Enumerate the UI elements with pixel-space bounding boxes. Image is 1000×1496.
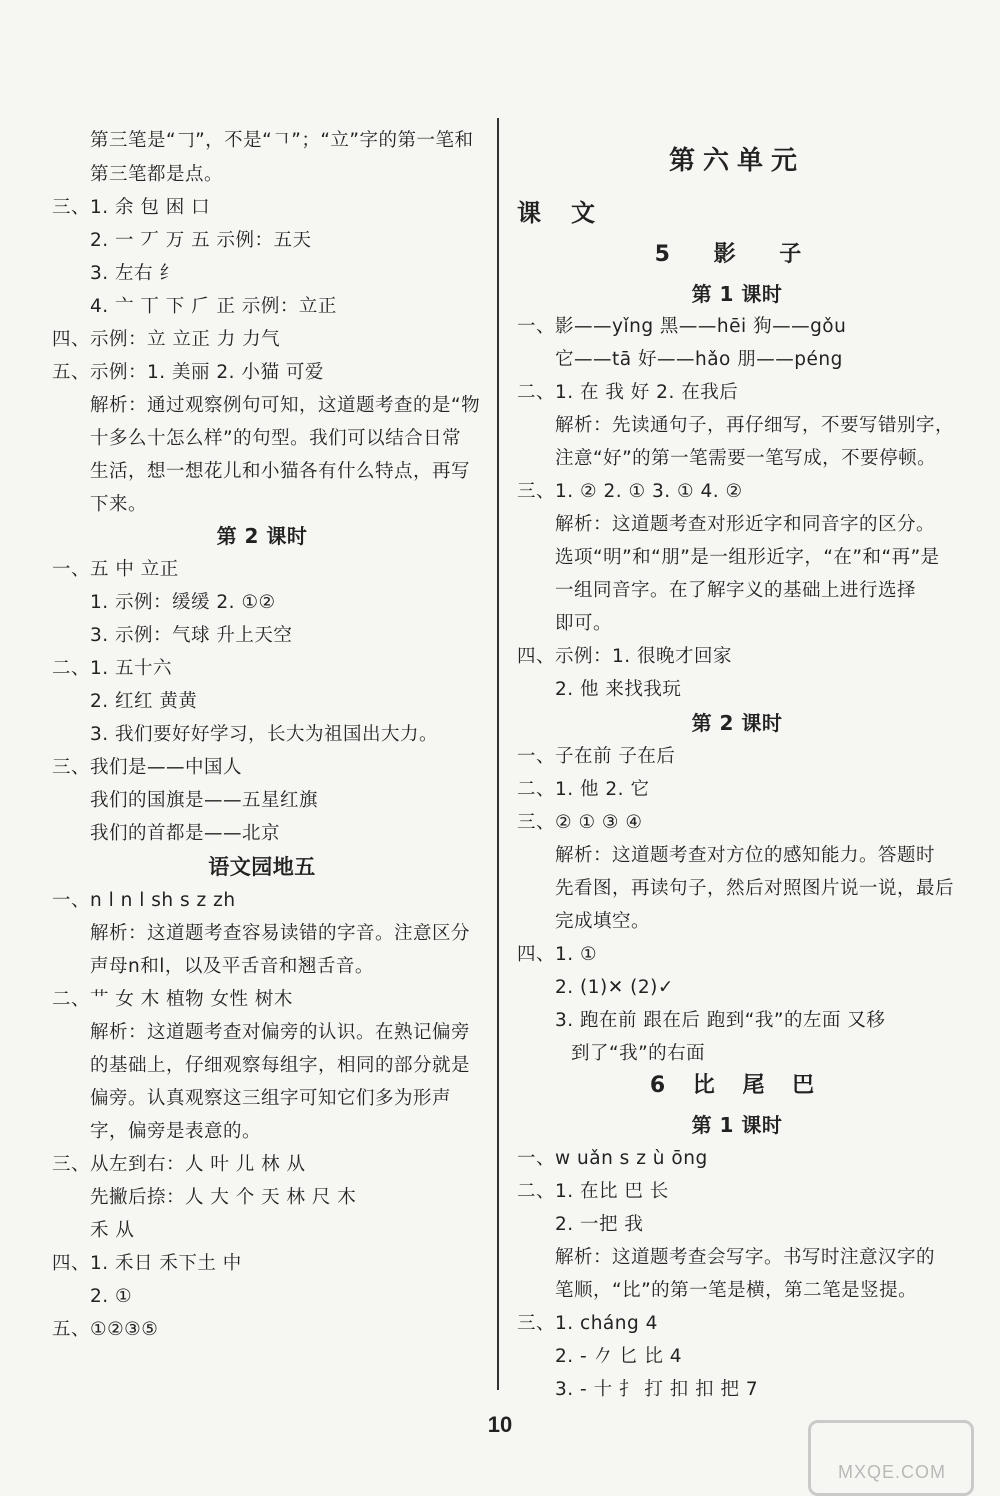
section-title: 课文: [517, 199, 625, 227]
right-text-line: 先看图，再读句子，然后对照图片说一说，最后: [555, 878, 955, 899]
left-text-line: 3. 我们要好好学习，长大为祖国出大力。: [90, 724, 439, 745]
left-text-line: 偏旁。认真观察这三组字可知它们多为形声: [90, 1088, 452, 1109]
right-text-line: 笔顺，“比”的第一笔是横，第二笔是竖提。: [555, 1280, 918, 1301]
lesson5-period1: 第 1 课时: [691, 282, 783, 306]
right-text-line: 解析：先读通句子，再仔细写，不要写错别字，: [555, 415, 955, 436]
right-text-line: 选项“明”和“朋”是一组形近字，“在”和“再”是: [555, 547, 940, 568]
page-number: 10: [487, 1412, 513, 1437]
left-text-line: 下来。: [90, 494, 148, 515]
left-text-line: 五、示例：1. 美丽 2. 小猫 可爱: [52, 362, 324, 383]
right-text-line: 3. 跑在前 跟在后 跑到“我”的左面 又移: [555, 1010, 886, 1031]
left-text-line: 生活，想一想花儿和小猫各有什么特点，再写: [90, 461, 471, 482]
right-text-line: 一、子在前 子在后: [517, 746, 676, 767]
left-text-line: 一、n l n l sh s z zh: [52, 890, 236, 911]
left-text-line: 2. 一 丆 万 五 示例：五天: [90, 230, 312, 251]
right-text-line: 2. 他 来找我玩: [555, 679, 682, 700]
left-text-line: 4. 亠 丅 下 𠂆 正 示例：立正: [90, 296, 337, 317]
right-text-line: 四、示例：1. 很晚才回家: [517, 646, 733, 667]
left-text-line: 我们的首都是——北京: [90, 823, 281, 844]
right-text-line: 一组同音字。在了解字义的基础上进行选择: [555, 580, 917, 601]
lesson5-title: 5 影 子: [654, 242, 820, 267]
left-text-line: 一、五 中 立正: [52, 559, 179, 580]
right-text-line: 三、② ① ③ ④: [517, 812, 643, 833]
left-text-line: 解析：通过观察例句可知，这道题考查的是“物: [90, 395, 481, 416]
right-text-line: 四、1. ①: [517, 944, 598, 965]
unit-title: 第六单元: [668, 146, 805, 176]
left-text-line: 第三笔是“𠃌”，不是“𠃍”；“立”字的第一笔和: [90, 130, 474, 151]
left-text-line: 解析：这道题考查对偏旁的认识。在熟记偏旁: [90, 1022, 471, 1043]
column-divider: [497, 118, 499, 1390]
left-text-line: 四、示例：立 立正 力 力气: [52, 329, 281, 350]
left-text-line: 3. 示例：气球 升上天空: [90, 625, 293, 646]
right-text-line: 一、影——yǐng 黑——hēi 狗——gǒu: [517, 316, 847, 337]
left-text-line: 2. ①: [90, 1286, 133, 1307]
right-text-line: 一、w uǎn s z ù ōng: [517, 1148, 708, 1169]
watermark-text: MXQE.COM: [838, 1462, 947, 1482]
right-text-line: 解析：这道题考查对方位的感知能力。答题时: [555, 845, 936, 866]
right-text-line: 即可。: [555, 613, 613, 634]
right-text-line: 它——tā 好——hǎo 朋——péng: [555, 349, 843, 370]
lesson2-title-left: 第 2 课时: [216, 524, 308, 548]
left-text-line: 二、艹 女 木 植物 女性 树木: [52, 989, 293, 1010]
lesson5-period2: 第 2 课时: [691, 711, 783, 735]
left-text-line: 禾 从: [90, 1220, 135, 1241]
left-text-line: 十多么十怎么样”的句型。我们可以结合日常: [90, 428, 462, 449]
garden-title: 语文园地五: [208, 855, 316, 879]
left-text-line: 1. 示例：缓缓 2. ①②: [90, 592, 276, 613]
left-text-line: 四、1. 禾日 禾下土 中: [52, 1253, 242, 1274]
left-text-line: 的基础上，仔细观察每组字，相同的部分就是: [90, 1055, 471, 1076]
left-text-line: 三、从左到右：人 叶 儿 林 从: [52, 1154, 306, 1175]
left-text-line: 先撇后捺：人 大 个 天 林 尺 木: [90, 1187, 357, 1208]
left-text-line: 3. 左右 纟: [90, 263, 179, 284]
right-text-line: 到了“我”的右面: [571, 1043, 706, 1064]
left-text-line: 字，偏旁是表意的。: [90, 1121, 262, 1142]
right-text-line: 解析：这道题考查会写字。书写时注意汉字的: [555, 1247, 936, 1268]
left-text-line: 解析：这道题考查容易读错的字音。注意区分: [90, 923, 471, 944]
watermark-logo: [808, 1420, 974, 1496]
lesson6-title: 6 比 尾 巴: [649, 1073, 825, 1098]
right-text-line: 二、1. 在比 巴 长: [517, 1181, 669, 1202]
left-text-line: 三、1. 余 包 困 口: [52, 197, 211, 218]
right-text-line: 2. - 𠂊 匕 比 4: [555, 1346, 683, 1367]
right-text-line: 三、1. cháng 4: [517, 1313, 658, 1334]
left-text-line: 三、我们是——中国人: [52, 757, 243, 778]
right-text-line: 三、1. ② 2. ① 3. ① 4. ②: [517, 481, 743, 502]
left-text-line: 五、①②③⑤: [52, 1319, 159, 1340]
left-text-line: 声母n和l，以及平舌音和翘舌音。: [90, 956, 374, 977]
right-text-line: 完成填空。: [555, 911, 651, 932]
right-text-line: 注意“好”的第一笔需要一笔写成，不要停顿。: [555, 448, 937, 469]
left-text-line: 二、1. 五十六: [52, 658, 173, 679]
right-text-line: 3. - 十 扌 打 扣 扣 把 7: [555, 1379, 759, 1400]
left-text-line: 2. 红红 黄黄: [90, 691, 198, 712]
right-text-line: 解析：这道题考查对形近字和同音字的区分。: [555, 514, 936, 535]
left-text-line: 第三笔都是点。: [90, 164, 224, 185]
right-text-line: 2. (1)✕ (2)✓: [555, 977, 674, 998]
right-text-line: 二、1. 他 2. 它: [517, 779, 650, 800]
right-text-line: 2. 一把 我: [555, 1214, 644, 1235]
right-text-line: 二、1. 在 我 好 2. 在我后: [517, 382, 739, 403]
left-text-line: 我们的国旗是——五星红旗: [90, 790, 319, 811]
lesson6-period1: 第 1 课时: [691, 1113, 783, 1137]
